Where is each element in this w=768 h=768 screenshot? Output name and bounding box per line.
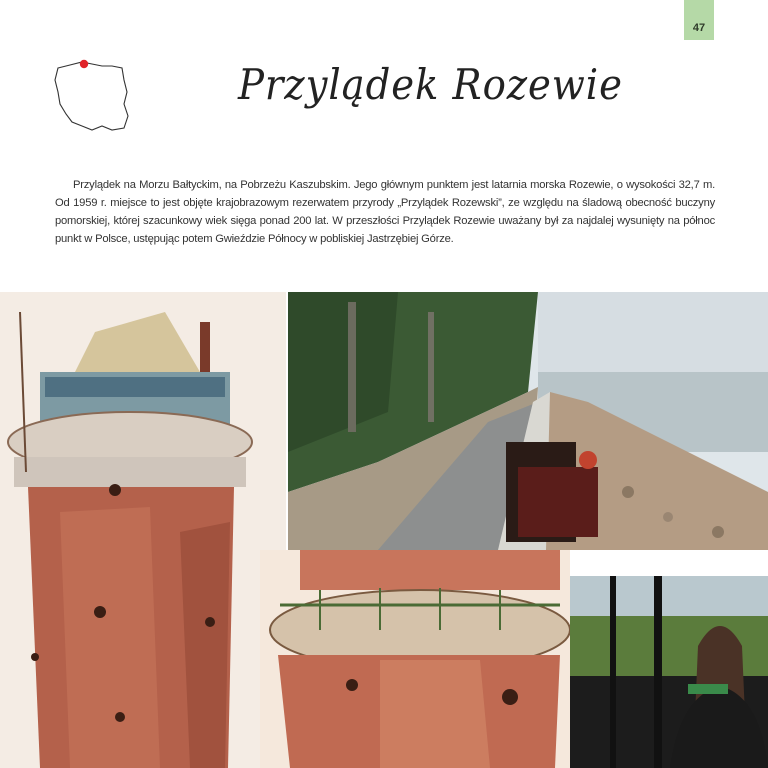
poland-map-icon (52, 58, 134, 136)
lighthouse-watercolor-icon (0, 292, 286, 768)
poland-outline (52, 58, 134, 136)
page-number: 47 (692, 22, 706, 34)
girl-at-window-photo-icon (570, 576, 768, 768)
page-number-tab (684, 0, 714, 40)
coastal-promenade-photo-icon (288, 292, 768, 550)
body-paragraph: Przylądek na Morzu Bałtyckim, na Pobrzeżu Kaszubskim. Jego głównym punktem jest latarnia morska Rozewie, o wysokości 32,7 m. Od 1959 r. miejsce to jest objęte krajobrazowym rezerwatem przyrody „Przylądek Rozewski”, ze względu na śladową obecność buczyny pomorskiej, której szacunkowy wiek sięga ponad 200 lat. W przeszłości Przylądek Rozewie uważany był za najdalej wysunięty na północ punkt w Polsce, ustępując potem Gwieździe Północy w pobliskiej Jastrzębiej Górze. (55, 179, 715, 245)
location-marker (80, 60, 88, 68)
page-title: Przylądek Rozewie (238, 60, 623, 109)
lighthouse-gallery-watercolor-icon (260, 550, 570, 768)
